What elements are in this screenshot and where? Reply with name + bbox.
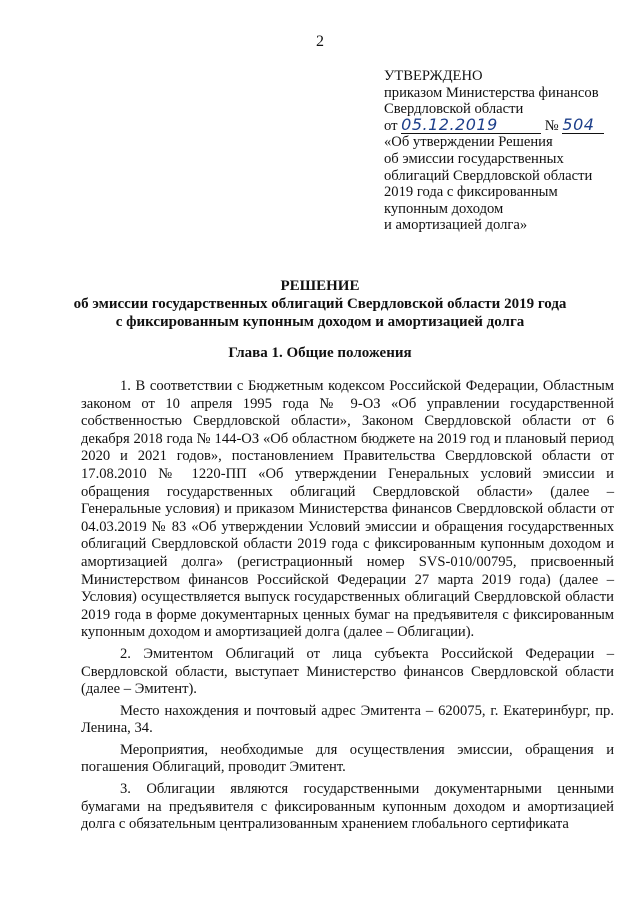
approval-line: УТВЕРЖДЕНО bbox=[384, 68, 483, 84]
approval-subject-line: 2019 года с фиксированным bbox=[384, 184, 558, 201]
decision-subtitle-line-1: об эмиссии государственных облигаций Свердловской области 2019 года bbox=[73, 296, 567, 312]
approval-subject-line: облигаций Свердловской области bbox=[384, 167, 593, 184]
paragraph: 1. В соответствии с Бюджетным кодексом Российской Федерации, Областным законом от 10 апреля 1995 года № 9-ОЗ «Об управлении государственной собственностью Свердловской области», Законом Свердловской области от 6 декабря 2018 года № 144-ОЗ «Об областном бюджете на 2019 год и плановый период 2020 и 2021 годов», постановлением Правительства Свердловской области от 17.08.2010 № 1220-ПП «Об утверждении Генеральных условий эмиссии и обращения государственных облигаций Свердловской области» (далее – Генеральные условия) и приказом Министерства финансов Свердловской области от 04.03.2019 № 83 «Об утверждении Условий эмиссии и обращения государственных облигаций Свердловской области 2019 года с фиксированным купонным доходом и амортизацией долга» (регистрационный номер SVS-010/00795, присвоенный Министерством финансов Российской Федерации 27 марта 2019 года) (далее – Условия) осуществляется выпуск государственных облигаций Свердловской области 2019 года в форме документарных ценных бумаг на предъявителя с фиксированным купонным доходом и амортизацией долга (далее – Облигации). bbox=[81, 378, 614, 641]
approval-block bbox=[384, 68, 624, 234]
date-blank bbox=[401, 114, 541, 134]
approval-subject-line: об эмиссии государственных bbox=[384, 150, 564, 167]
document-body bbox=[81, 378, 614, 834]
decision-title: РЕШЕНИЕ bbox=[280, 278, 360, 294]
approval-subject-line: и амортизацией долга» bbox=[384, 217, 528, 234]
approval-subject-line: купонным доходом bbox=[384, 200, 504, 217]
paragraph: 2. Эмитентом Облигаций от лица субъекта Российской Федерации – Свердловской области, выступает Министерство финансов Свердловской области (далее – Эмитент). bbox=[81, 645, 614, 698]
decision-subtitle-line-2: с фиксированным купонным доходом и амортизацией долга bbox=[115, 314, 525, 330]
approval-subject-line: «Об утверждении Решения bbox=[384, 134, 553, 151]
approval-line: приказом Министерства финансов bbox=[384, 84, 599, 101]
number-prefix: № bbox=[544, 117, 559, 134]
page-number: 2 bbox=[316, 33, 324, 50]
chapter-title: Глава 1. Общие положения bbox=[228, 345, 412, 361]
approval-date-line bbox=[384, 114, 624, 135]
handwritten-date: 05.12.2019 bbox=[401, 114, 498, 134]
date-prefix: от bbox=[384, 117, 398, 134]
decision-heading bbox=[40, 277, 600, 331]
number-blank bbox=[562, 114, 604, 134]
paragraph: Мероприятия, необходимые для осуществления эмиссии, обращения и погашения Облигаций, проводит Эмитент. bbox=[81, 741, 614, 776]
paragraph: Место нахождения и почтовый адрес Эмитента – 620075, г. Екатеринбург, пр. Ленина, 34. bbox=[81, 702, 614, 737]
handwritten-number: 504 bbox=[562, 114, 595, 134]
approval-line: Свердловской области bbox=[384, 101, 524, 118]
paragraph: 3. Облигации являются государственными документарными ценными бумагами на предъявителя с фиксированным купонным доходом и амортизацией долга с обязательным централизованным хранением глобального сертификата bbox=[81, 781, 614, 833]
